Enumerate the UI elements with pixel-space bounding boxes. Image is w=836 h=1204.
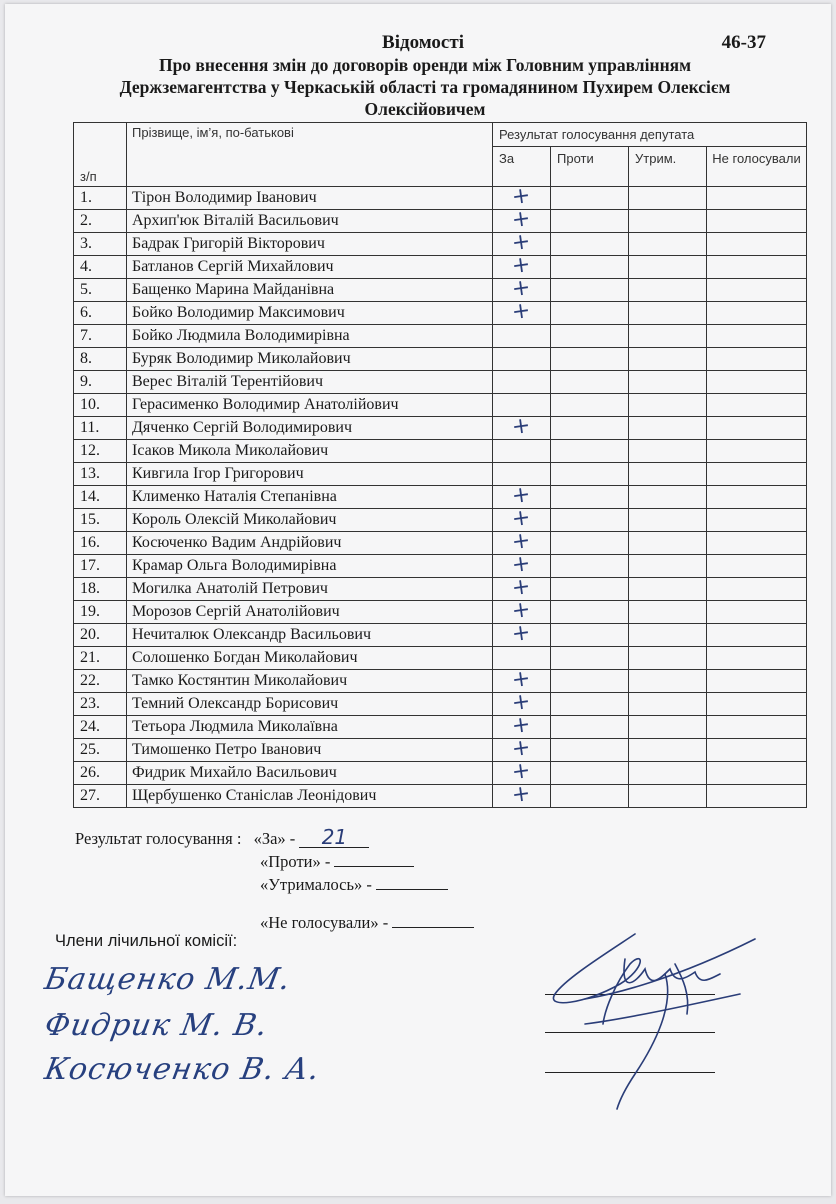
commission-member-2: Фидрик М. В. [41,1008,271,1043]
row-ne-holosuvaly-cell [707,532,807,555]
table-row [74,417,807,440]
row-deputy-name: Бойко Володимир Максимович [127,302,493,325]
row-deputy-name: Темний Олександр Борисович [127,693,493,716]
row-deputy-name: Косюченко Вадим Андрійович [127,532,493,555]
row-ne-holosuvaly-cell [707,279,807,302]
row-za-mark [493,325,551,348]
row-ne-holosuvaly-cell [707,762,807,785]
row-number: 9. [74,371,127,394]
row-number: 17. [74,555,127,578]
voting-table [73,122,807,808]
row-proty-cell [551,762,629,785]
row-utrym-cell [629,578,707,601]
plus-mark: + [510,297,533,326]
row-ne-holosuvaly-cell [707,256,807,279]
row-proty-cell [551,578,629,601]
row-number: 12. [74,440,127,463]
row-proty-cell [551,670,629,693]
row-deputy-name: Дяченко Сергій Володимирович [127,417,493,440]
plus-mark: + [510,711,533,740]
row-ne-holosuvaly-cell [707,647,807,670]
table-row [74,762,807,785]
plus-mark: + [510,527,533,556]
row-utrym-cell [629,509,707,532]
row-proty-cell [551,440,629,463]
plus-mark: + [510,182,533,211]
row-number: 22. [74,670,127,693]
row-za-mark [493,371,551,394]
table-row [74,647,807,670]
row-deputy-name: Тірон Володимир Іванович [127,187,493,210]
row-proty-cell [551,256,629,279]
row-utrym-cell [629,486,707,509]
row-utrym-cell [629,417,707,440]
table-row [74,739,807,762]
header-result: Результат голосування депутата [493,123,807,147]
table-row [74,440,807,463]
plus-mark: + [510,205,533,234]
row-proty-cell [551,716,629,739]
row-proty-cell [551,348,629,371]
table-row [74,325,807,348]
row-number: 1. [74,187,127,210]
header-utrym: Утрим. [629,147,707,187]
row-proty-cell [551,509,629,532]
row-utrym-cell [629,302,707,325]
row-ne-holosuvaly-cell [707,417,807,440]
row-ne-holosuvaly-cell [707,578,807,601]
table-row [74,371,807,394]
document-number: 46-37 [721,32,766,53]
row-proty-cell [551,187,629,210]
result-za-line [75,827,369,849]
za-label: «За» - [253,829,296,848]
table-row [74,302,807,325]
row-proty-cell [551,486,629,509]
plus-mark: + [510,504,533,533]
plus-mark: + [510,228,533,257]
document-title: Відомості [382,32,464,53]
row-za-mark [493,780,551,809]
row-number: 26. [74,762,127,785]
commission-label: Члени лічильної комісії: [55,932,238,950]
row-ne-holosuvaly-cell [707,394,807,417]
table-row [74,716,807,739]
plus-mark: + [510,481,533,510]
row-za-mark [493,297,551,326]
row-number: 6. [74,302,127,325]
row-utrym-cell [629,785,707,808]
row-utrym-cell [629,233,707,256]
plus-mark: + [510,734,533,763]
row-za-mark [493,619,551,648]
row-number: 14. [74,486,127,509]
row-number: 10. [74,394,127,417]
header-name: Прізвище, ім’я, по-батькові [127,123,493,187]
row-number: 16. [74,532,127,555]
plus-mark: + [510,412,533,441]
subtitle-line-2: Держземагентства у Черкаській області та громадянином Пухирем Олексієм [119,77,731,97]
row-deputy-name: Нечиталюк Олександр Васильович [127,624,493,647]
row-ne-holosuvaly-cell [707,739,807,762]
row-za-mark [493,440,551,463]
plus-mark: + [510,251,533,280]
row-ne-holosuvaly-cell [707,509,807,532]
row-proty-cell [551,325,629,348]
row-deputy-name: Клименко Наталія Степанівна [127,486,493,509]
row-number: 21. [74,647,127,670]
plus-mark: + [510,757,533,786]
row-utrym-cell [629,601,707,624]
table-row [74,394,807,417]
table-row [74,348,807,371]
table-row [74,532,807,555]
row-number: 3. [74,233,127,256]
row-utrym-cell [629,348,707,371]
voting-table-body [74,182,807,809]
row-number: 19. [74,601,127,624]
row-ne-holosuvaly-cell [707,785,807,808]
row-number: 7. [74,325,127,348]
row-ne-holosuvaly-cell [707,624,807,647]
row-deputy-name: Тетьора Людмила Миколаївна [127,716,493,739]
row-ne-holosuvaly-cell [707,693,807,716]
row-deputy-name: Крамар Ольга Володимирівна [127,555,493,578]
commission-member-3: Косюченко В. А. [41,1052,323,1087]
row-number: 20. [74,624,127,647]
row-utrym-cell [629,394,707,417]
row-utrym-cell [629,670,707,693]
row-number: 25. [74,739,127,762]
table-row [74,670,807,693]
table-row [74,256,807,279]
row-ne-holosuvaly-cell [707,486,807,509]
table-row [74,578,807,601]
row-utrym-cell [629,739,707,762]
row-utrym-cell [629,279,707,302]
row-number: 11. [74,417,127,440]
plus-mark: + [510,688,533,717]
row-proty-cell [551,233,629,256]
row-utrym-cell [629,210,707,233]
za-count: 21 [299,827,369,848]
row-number: 4. [74,256,127,279]
row-deputy-name: Тамко Костянтин Миколайович [127,670,493,693]
row-deputy-name: Ісаков Микола Миколайович [127,440,493,463]
row-deputy-name: Батланов Сергій Михайлович [127,256,493,279]
table-row [74,463,807,486]
row-deputy-name: Архип'юк Віталій Васильович [127,210,493,233]
row-number: 8. [74,348,127,371]
plus-mark: + [510,665,533,694]
row-proty-cell [551,624,629,647]
table-row [74,279,807,302]
row-utrym-cell [629,371,707,394]
plus-mark: + [510,780,533,809]
table-row [74,693,807,716]
plus-mark: + [510,619,533,648]
row-utrym-cell [629,532,707,555]
row-ne-holosuvaly-cell [707,371,807,394]
row-number: 23. [74,693,127,716]
row-deputy-name: Герасименко Володимир Анатолійович [127,394,493,417]
row-number: 13. [74,463,127,486]
row-ne-holosuvaly-cell [707,348,807,371]
row-ne-holosuvaly-cell [707,210,807,233]
row-proty-cell [551,532,629,555]
row-deputy-name: Король Олексій Миколайович [127,509,493,532]
row-deputy-name: Солошенко Богдан Миколайович [127,647,493,670]
row-za-mark [493,412,551,441]
row-ne-holosuvaly-cell [707,233,807,256]
row-utrym-cell [629,555,707,578]
result-utrymalos-line [260,873,448,895]
row-deputy-name: Верес Віталій Терентійович [127,371,493,394]
table-row [74,187,807,210]
row-number: 15. [74,509,127,532]
row-ne-holosuvaly-cell [707,440,807,463]
row-deputy-name: Бадрак Григорій Вікторович [127,233,493,256]
table-row [74,233,807,256]
row-ne-holosuvaly-cell [707,302,807,325]
row-utrym-cell [629,762,707,785]
document-page [5,4,831,1196]
row-number: 2. [74,210,127,233]
results-label: Результат голосування : [75,829,242,848]
header-za: За [493,147,551,187]
header-ne-holosuvaly: Не голосували [707,147,807,187]
row-ne-holosuvaly-cell [707,463,807,486]
row-utrym-cell [629,256,707,279]
table-row [74,785,807,808]
row-utrym-cell [629,325,707,348]
row-ne-holosuvaly-cell [707,325,807,348]
row-utrym-cell [629,624,707,647]
row-deputy-name: Тимошенко Петро Іванович [127,739,493,762]
row-deputy-name: Морозов Сергій Анатолійович [127,601,493,624]
row-proty-cell [551,210,629,233]
ne-holosuvaly-label: «Не голосували» - [260,913,389,932]
header-num: з/п [74,123,127,187]
row-utrym-cell [629,716,707,739]
row-proty-cell [551,647,629,670]
table-row [74,601,807,624]
row-utrym-cell [629,440,707,463]
row-deputy-name: Могилка Анатолій Петрович [127,578,493,601]
row-number: 27. [74,785,127,808]
row-proty-cell [551,279,629,302]
result-ne-holosuvaly-line [260,911,474,933]
row-proty-cell [551,693,629,716]
table-row [74,624,807,647]
row-deputy-name: Бойко Людмила Володимирівна [127,325,493,348]
table-row [74,486,807,509]
row-za-mark [493,348,551,371]
ne-holosuvaly-blank [392,911,474,928]
utrymalos-blank [376,873,448,890]
row-proty-cell [551,555,629,578]
subtitle-line-1: Про внесення змін до договорів оренди між Головним управлінням [158,55,692,75]
row-utrym-cell [629,463,707,486]
plus-mark: + [510,573,533,602]
handwritten-signature [525,924,775,1124]
row-proty-cell [551,601,629,624]
row-proty-cell [551,394,629,417]
plus-mark: + [510,596,533,625]
plus-mark: + [510,550,533,579]
row-proty-cell [551,302,629,325]
proty-label: «Проти» - [260,852,331,871]
row-proty-cell [551,371,629,394]
commission-member-1: Бащенко М.М. [41,962,294,997]
row-ne-holosuvaly-cell [707,716,807,739]
row-ne-holosuvaly-cell [707,187,807,210]
row-ne-holosuvaly-cell [707,555,807,578]
row-ne-holosuvaly-cell [707,601,807,624]
row-proty-cell [551,463,629,486]
row-deputy-name: Буряк Володимир Миколайович [127,348,493,371]
row-ne-holosuvaly-cell [707,670,807,693]
row-deputy-name: Кивгила Ігор Григорович [127,463,493,486]
row-utrym-cell [629,693,707,716]
result-proty-line [260,850,414,872]
row-deputy-name: Фидрик Михайло Васильович [127,762,493,785]
row-proty-cell [551,417,629,440]
document-subtitle [75,54,775,120]
table-row [74,555,807,578]
row-number: 18. [74,578,127,601]
row-utrym-cell [629,647,707,670]
row-utrym-cell [629,187,707,210]
proty-blank [334,850,414,867]
table-row [74,210,807,233]
row-proty-cell [551,739,629,762]
row-number: 24. [74,716,127,739]
utrymalos-label: «Утрималось» - [260,875,372,894]
row-deputy-name: Щербушенко Станіслав Леонідович [127,785,493,808]
header-proty: Проти [551,147,629,187]
plus-mark: + [510,274,533,303]
row-proty-cell [551,785,629,808]
row-number: 5. [74,279,127,302]
table-row [74,509,807,532]
subtitle-line-3: Олексійовичем [364,99,486,119]
row-deputy-name: Бащенко Марина Майданівна [127,279,493,302]
